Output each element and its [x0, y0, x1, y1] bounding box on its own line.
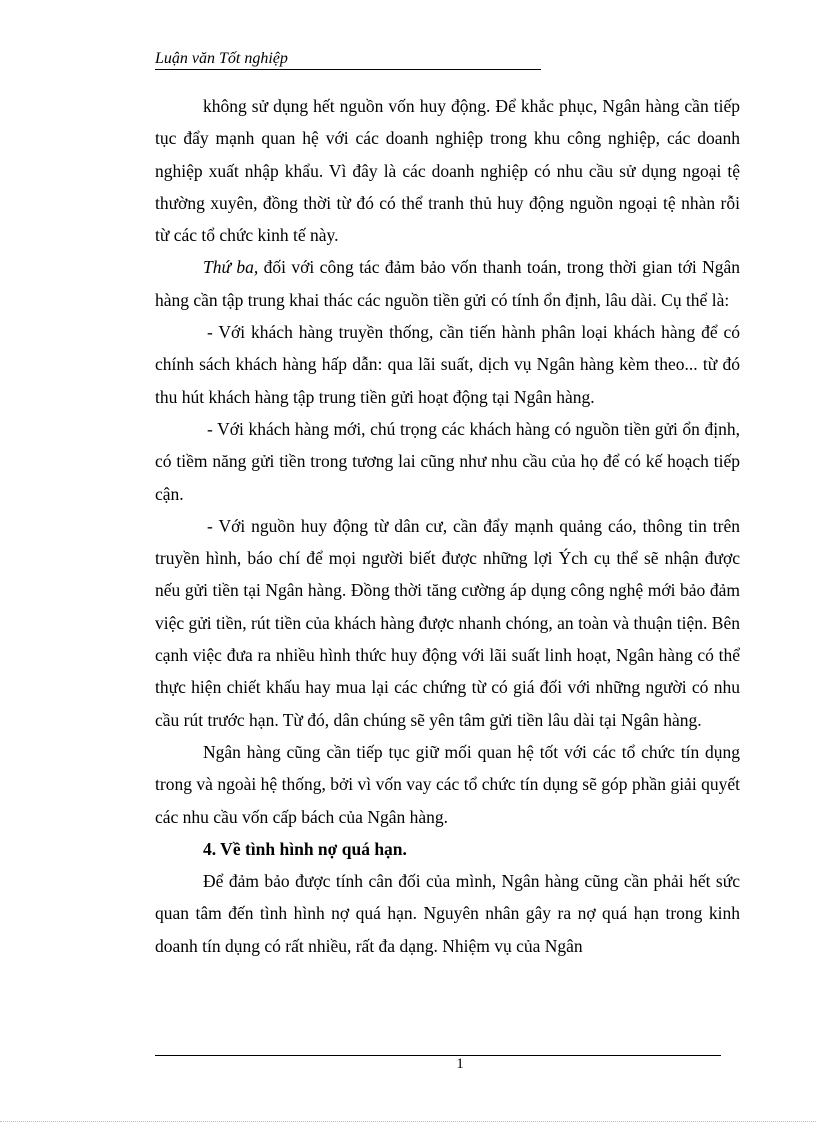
- paragraph-text: - Với nguồn huy động từ dân cư, cần đẩy mạnh quảng cáo, thông tin trên truyền hình, báo chí để mọi người biết được những lợi Ých cụ thể sẽ nhận được nếu gửi tiền tại Ngân hàng. Đồng thời tăng cường áp dụng công nghệ mới bảo đảm việc gửi tiền, rút tiền của khách hàng được nhanh chóng, an toàn và thuận tiện. Bên cạnh việc đưa ra nhiều hình thức huy động với lãi suất linh hoạt, Ngân hàng có thể thực hiện chiết khấu hay mua lại các chứng từ có giá đối với những người có nhu cầu rút trước hạn. Từ đó, dân chúng sẽ yên tâm gửi tiền lâu dài tại Ngân hàng.: [155, 515, 740, 730]
- paragraph-text: không sử dụng hết nguồn vốn huy động. Để khắc phục, Ngân hàng cần tiếp tục đẩy mạnh quan hệ với các doanh nghiệp trong khu công nghiệp, các doanh nghiệp xuất nhập khẩu. Vì đây là các doanh nghiệp có nhu cầu sử dụng ngoại tệ thường xuyên, đồng thời từ đó có thể tranh thủ huy động nguồn ngoại tệ nhàn rỗi từ các tổ chức kinh tế này.: [155, 96, 740, 246]
- paragraph-text: Để đảm bảo được tính cân đối của mình, Ngân hàng cũng cần phải hết sức quan tâm đến tình hình nợ quá hạn. Nguyên nhân gây ra nợ quá hạn trong kinh doanh tín dụng có rất nhiều, rất đa dạng. Nhiệm vụ của Ngân: [155, 871, 740, 956]
- paragraph: [155, 251, 740, 316]
- bullet-paragraph: [155, 316, 740, 413]
- document-header: [155, 50, 541, 70]
- paragraph-lead: Thứ ba,: [203, 257, 259, 278]
- section-heading: [155, 833, 740, 865]
- page-number: 1: [456, 1056, 464, 1072]
- paragraph-text: - Với khách hàng truyền thống, cần tiến hành phân loại khách hàng để có chính sách khách hàng hấp dẫn: qua lãi suất, dịch vụ Ngân hàng kèm theo... từ đó thu hút khách hàng tập trung tiền gửi hoạt động tại Ngân hàng.: [155, 322, 740, 407]
- paragraph-text: Ngân hàng cũng cần tiếp tục giữ mối quan hệ tốt với các tổ chức tín dụng trong và ngoài hệ thống, bởi vì vốn vay các tổ chức tín dụng sẽ góp phần giải quyết các nhu cầu vốn cấp bách của Ngân hàng.: [155, 741, 740, 827]
- header-title: Luận văn Tốt nghiệp: [155, 50, 288, 67]
- page-bottom-edge: [0, 1121, 816, 1122]
- paragraph: [155, 90, 740, 251]
- paragraph: [155, 865, 740, 962]
- bullet-paragraph: [155, 510, 740, 736]
- paragraph: [155, 736, 740, 833]
- paragraph-text: đối với công tác đảm bảo vốn thanh toán, trong thời gian tới Ngân hàng cần tập trung khai thác các nguồn tiền gửi có tính ổn định, lâu dài. Cụ thể là:: [155, 257, 741, 310]
- paragraph-text: - Với khách hàng mới, chú trọng các khách hàng có nguồn tiền gửi ổn định, có tiềm năng gửi tiền trong tương lai cũng như nhu cầu của họ để có kế hoạch tiếp cận.: [155, 418, 740, 504]
- document-body: [155, 90, 740, 962]
- heading-text: 4. Về tình hình nợ quá hạn.: [203, 838, 407, 859]
- bullet-paragraph: [155, 413, 740, 510]
